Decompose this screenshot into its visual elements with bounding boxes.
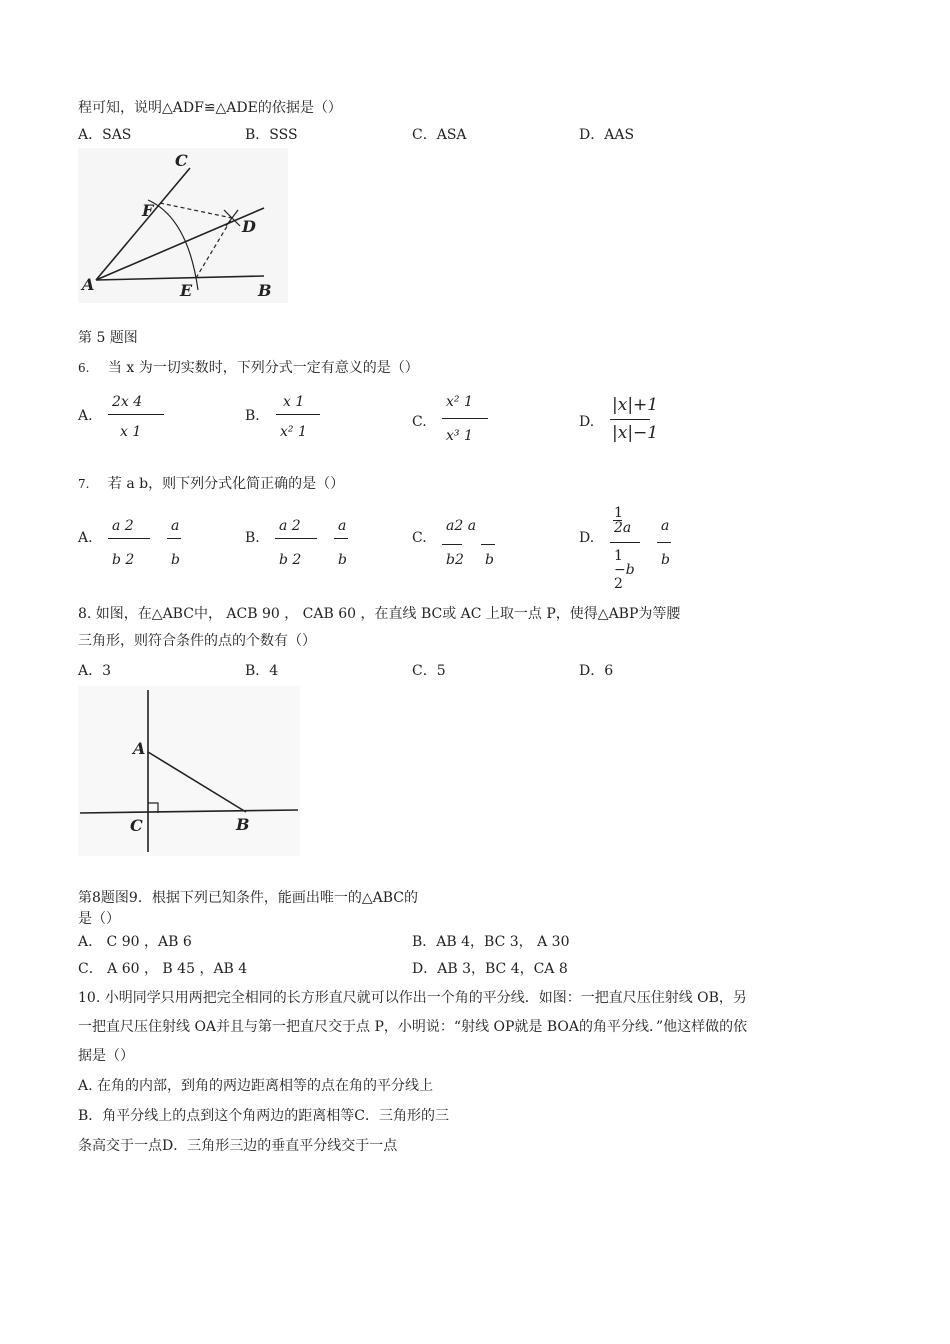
- q10-stem-line-1: 10. 小明同学只用两把完全相同的长方形直尺就可以作出一个角的平分线．如图：一把直尺压住射线 OB，另: [78, 990, 747, 1006]
- label-d: D: [242, 217, 256, 236]
- q7-b-result-denominator: b: [338, 552, 347, 568]
- q10-stem-line-3: 据是（）: [78, 1048, 134, 1064]
- q7-letter-c: C.: [412, 530, 427, 546]
- q8-option-b: B．4: [245, 663, 279, 679]
- q6-b-numerator: x 1: [283, 394, 305, 410]
- q6-stem-row: [78, 360, 419, 376]
- q6-letter-c: C.: [412, 414, 427, 430]
- q6-number: 6.: [78, 361, 90, 375]
- q8-option-d: D．6: [579, 663, 614, 679]
- q8-option-a: A．3: [78, 663, 112, 679]
- q7-c-result-denominator: b: [485, 552, 494, 568]
- q7-b-result-numerator: a: [338, 518, 347, 534]
- q6-stem: 当 x 为一切实数时，下列分式一定有意义的是（）: [107, 360, 419, 376]
- q7-a-result-denominator: b: [171, 552, 180, 568]
- label-c: C: [175, 151, 188, 170]
- q9-stem-line-1: 第8题图9．根据下列已知条件，能画出唯一的△ABC的: [78, 890, 418, 906]
- q7-b-fraction-bar: [275, 538, 317, 539]
- q7-d-result-denominator: b: [661, 552, 670, 568]
- q6-c-denominator: x³ 1: [446, 428, 473, 444]
- q8-figure: [78, 686, 300, 856]
- q7-a-fraction-bar: [108, 538, 150, 539]
- q7-b-numerator: a 2: [279, 518, 301, 534]
- q6-a-fraction-bar: [108, 414, 164, 415]
- q7-d-top-2: 2a: [614, 520, 632, 536]
- q7-c-numerator: a2 a: [446, 518, 477, 534]
- q7-d-main-bar: [610, 542, 640, 543]
- q7-a-numerator: a 2: [112, 518, 134, 534]
- q5-option-b: B．SSS: [245, 127, 298, 143]
- q7-number: 7.: [78, 477, 90, 491]
- q7-a-denominator: b 2: [112, 552, 135, 568]
- q5-stem: 程可知，说明△ADF≌△ADE的依据是（）: [78, 100, 342, 116]
- q6-letter-d: D.: [579, 414, 595, 430]
- q7-stem: 若 a b，则下列分式化简正确的是（）: [107, 476, 345, 492]
- q9-option-d: D．AB 3，BC 4，CA 8: [412, 961, 568, 977]
- q9-option-c: C． A 60 ， B 45 ，AB 4: [78, 961, 248, 977]
- q7-d-bottom-3: 2: [614, 576, 623, 592]
- q6-d-denominator: |x|−1: [612, 423, 659, 443]
- label-a: A: [133, 739, 146, 758]
- q6-d-numerator: |x|+1: [612, 395, 659, 415]
- q8-option-c: C．5: [412, 663, 446, 679]
- q9-stem-line-2: 是（）: [78, 911, 120, 927]
- q6-a-numerator: 2x 4: [112, 394, 143, 410]
- q9-option-b: B．AB 4，BC 3， A 30: [412, 934, 570, 950]
- q9-option-a: A． C 90 ，AB 6: [78, 934, 192, 950]
- q10-option-c-d: 条高交于一点D．三角形三边的垂直平分线交于一点: [78, 1138, 398, 1154]
- q10-option-b-c: B．角平分线上的点到这个角两边的距离相等C．三角形的三: [78, 1108, 449, 1124]
- q7-d-bottom-1: 1: [614, 548, 623, 564]
- q6-a-denominator: x 1: [120, 424, 142, 440]
- q5-option-c: C．ASA: [412, 127, 467, 143]
- q7-c-fraction-bar: [442, 544, 462, 545]
- q8-stem-line-1: 8. 如图，在△ABC中， ACB 90 ， CAB 60 ，在直线 BC或 AC 上取一点 P，使得△ABP为等腰: [78, 606, 681, 622]
- q7-d-result-numerator: a: [661, 518, 670, 534]
- q7-c-result-bar: [481, 544, 495, 545]
- q5-caption: 第 5 题图: [78, 330, 138, 346]
- q6-c-numerator: x² 1: [446, 394, 473, 410]
- label-a: A: [82, 275, 95, 294]
- label-f: F: [142, 201, 154, 220]
- q8-stem-line-2: 三角形，则符合条件的点的个数有（）: [78, 633, 316, 649]
- label-b: B: [236, 815, 250, 834]
- q5-figure: [78, 148, 288, 303]
- q7-letter-d: D.: [579, 530, 595, 546]
- label-b: B: [258, 281, 272, 300]
- q7-c-denominator: b2: [446, 552, 464, 568]
- q10-stem-line-2: 一把直尺压住射线 OA并且与第一把直尺交于点 P，小明说：“射线 OP就是 BOA的角平分线．”他这样做的依: [78, 1019, 748, 1035]
- q5-option-a: A．SAS: [78, 127, 132, 143]
- q6-letter-a: A.: [78, 408, 93, 424]
- q7-b-denominator: b 2: [279, 552, 302, 568]
- label-c: C: [130, 816, 143, 835]
- q6-b-denominator: x² 1: [280, 424, 307, 440]
- q7-a-result-numerator: a: [171, 518, 180, 534]
- q7-letter-b: B.: [245, 530, 260, 546]
- q7-d-bottom-2: −b: [614, 562, 635, 578]
- q6-d-fraction-bar: [610, 419, 650, 420]
- q7-stem-row: [78, 476, 344, 492]
- q7-letter-a: A.: [78, 530, 93, 546]
- q7-b-result-bar: [334, 538, 348, 539]
- label-e: E: [180, 281, 193, 300]
- q7-d-top-1: 1: [614, 505, 623, 521]
- q7-a-result-bar: [167, 538, 181, 539]
- q6-letter-b: B.: [245, 408, 260, 424]
- q6-b-fraction-bar: [276, 414, 320, 415]
- q5-option-d: D．AAS: [579, 127, 635, 143]
- q6-c-fraction-bar: [442, 418, 488, 419]
- q10-option-a: A. 在角的内部，到角的两边距离相等的点在角的平分线上: [78, 1078, 434, 1094]
- q7-d-result-bar: [657, 542, 671, 543]
